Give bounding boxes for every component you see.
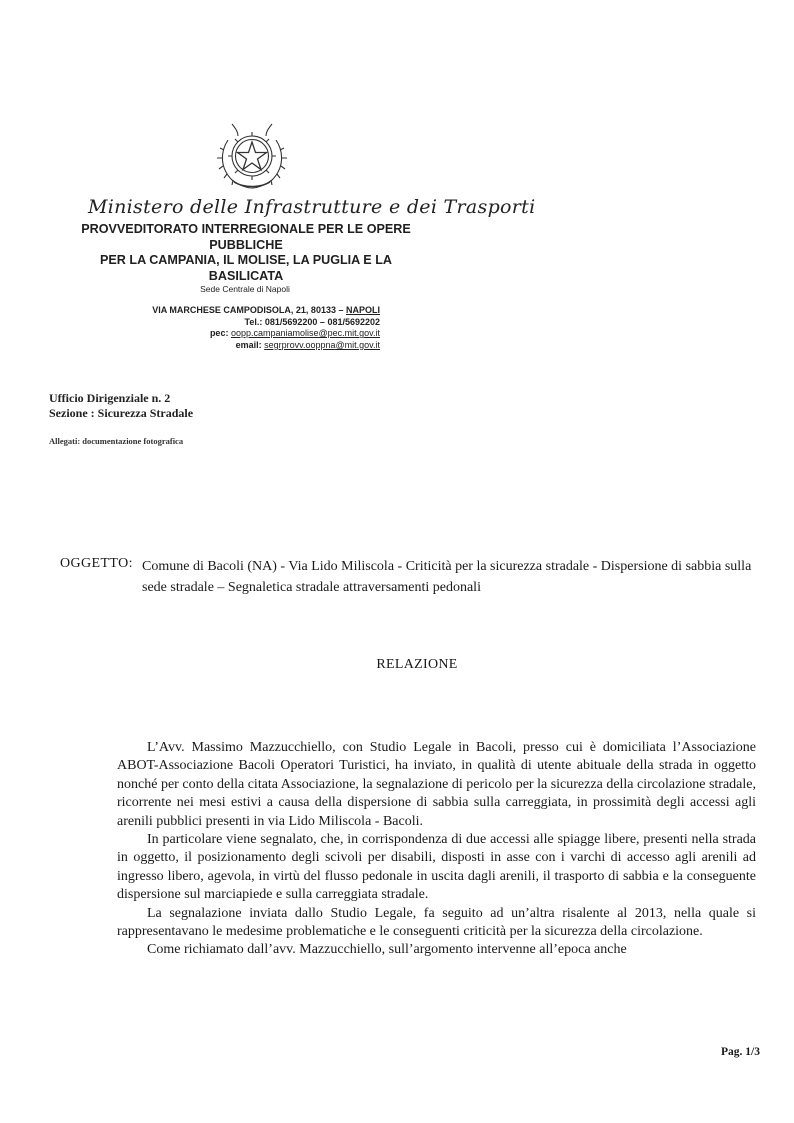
- office-section: Sezione : Sicurezza Stradale: [49, 406, 194, 420]
- report-title: RELAZIONE: [376, 657, 458, 672]
- body-paragraph: Come richiamato dall’avv. Mazzucchiello, sull’argomento intervenne all’epoca anche: [147, 942, 627, 958]
- attachments-line: Allegati: documentazione fotografica: [49, 436, 184, 446]
- office-title: [64, 222, 428, 284]
- office-title-line: PER LA CAMPANIA, IL MOLISE, LA PUGLIA E LA: [100, 253, 392, 267]
- email-line: [80, 340, 380, 352]
- office-unit-block: [49, 391, 193, 421]
- email-link[interactable]: segrprovv.ooppna@mit.gov.it: [264, 339, 380, 350]
- office-title-line: BASILICATA: [208, 268, 284, 283]
- address-street: VIA MARCHESE CAMPODISOLA, 21, 80133 –: [152, 305, 346, 315]
- pec-link[interactable]: oopp.campaniamolise@pec.mit.gov.it: [230, 328, 380, 339]
- address-city: NAPOLI: [345, 305, 380, 315]
- page-number: Pag. 1/3: [721, 1046, 760, 1058]
- body-paragraph: L’Avv. Massimo Mazzucchiello, con Studio Legale in Bacoli, presso cui è domiciliata l’Associazione ABOT-Associazione Bacoli Operatori Turistici, ha inviato, in qualità di utente abituale della strada in oggetto nonché per conto della citata Associazione, la segnalazione di pericolo per la sicurezza della circolazione stradale, ricorrente nei mesi estivi a causa della dispersione di sabbia sulla carreggiata, in prossimità degli accessi agli arenili pubblici presenti in via Lido Miliscola - Bacoli.: [117, 740, 756, 829]
- address-line: [80, 305, 380, 317]
- report-body: [117, 739, 756, 960]
- italian-republic-emblem-icon: [214, 120, 290, 192]
- pec-label: pec:: [209, 328, 231, 339]
- subject-label: OGGETTO:: [60, 556, 133, 571]
- contact-block: [80, 305, 380, 351]
- body-paragraph: In particolare viene segnalato, che, in corrispondenza di due accessi alle spiagge libere, presenti nella strada in oggetto, il posizionamento degli scivoli per disabili, disposti in asse con i varchi di accesso agli arenili ad ingresso libero, agevola, in virtù del flusso pedonale in uscita dagli arenili, il trasporto di sabbia e la conseguente dispersione sul marciapiede e sulla carreggiata stradale.: [117, 832, 756, 903]
- pec-line: [80, 328, 380, 340]
- email-label: email:: [235, 339, 265, 350]
- office-title-line: PROVVEDITORATO INTERREGIONALE PER LE OPERE: [81, 222, 411, 236]
- phone-line: Tel.: 081/5692200 – 081/5692202: [244, 316, 380, 327]
- subject-text: Comune di Bacoli (NA) - Via Lido Miliscola - Criticità per la sicurezza stradale - Dispersione di sabbia sulla sede stradale – Segnaletica stradale attraversamenti pedonali: [142, 559, 752, 595]
- office-title-line: PUBBLICHE: [209, 237, 283, 252]
- body-paragraph: La segnalazione inviata dallo Studio Legale, fa seguito ad un’altra risalente al 2013, nella quale si rappresentavano le medesime problematiche e le conseguenti criticità per la sicurezza della circolazione.: [117, 905, 756, 940]
- office-unit: Ufficio Dirigenziale n. 2: [49, 391, 171, 405]
- ministry-name: Ministero delle Infrastrutture e dei Trasporti: [88, 196, 536, 218]
- office-seat: Sede Centrale di Napoli: [200, 284, 290, 294]
